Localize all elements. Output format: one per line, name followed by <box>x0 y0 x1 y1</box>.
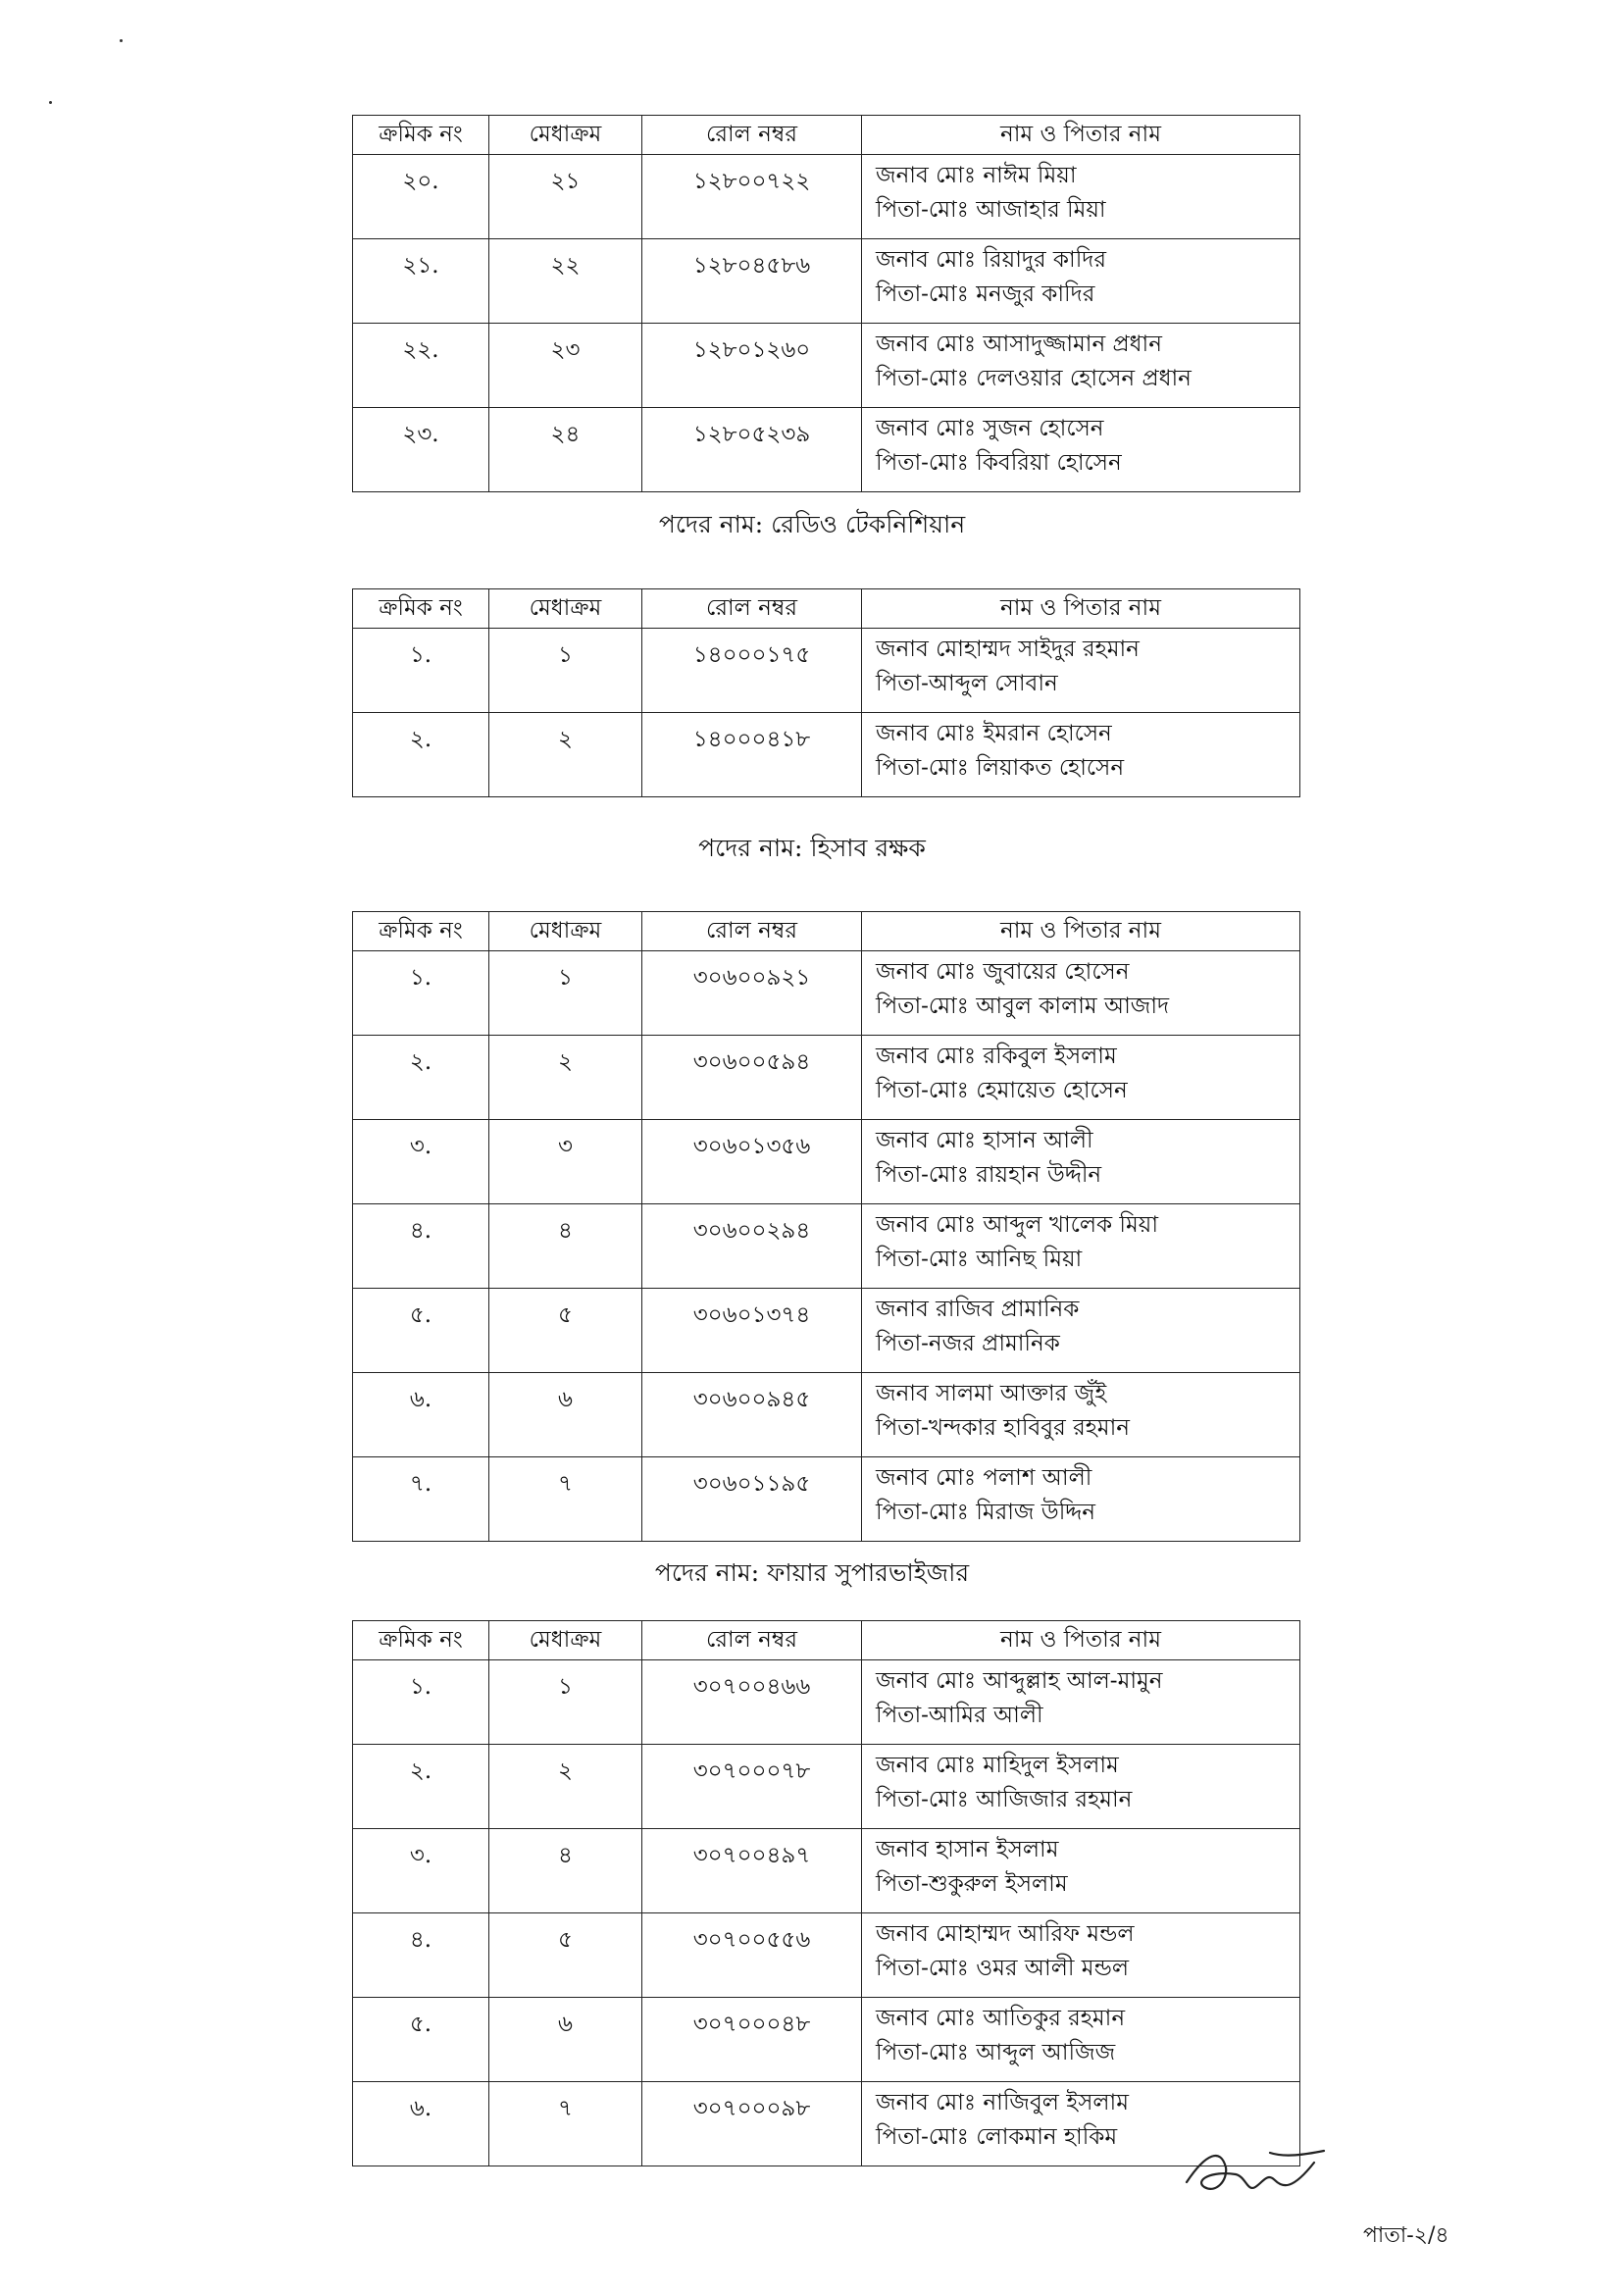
header-name: নাম ও পিতার নাম <box>862 116 1300 155</box>
serial-cell: ১. <box>353 1660 489 1745</box>
father-name: পিতা-মোঃ মিরাজ উদ্দিন <box>876 1500 1096 1525</box>
table-header-row <box>353 589 1300 629</box>
name-cell <box>862 324 1300 408</box>
name-cell <box>862 1829 1300 1913</box>
merit-cell: ৩ <box>489 1120 642 1204</box>
father-name: পিতা-মোঃ কিবরিয়া হোসেন <box>876 450 1122 476</box>
merit-cell: ২ <box>489 713 642 797</box>
candidate-name: জনাব মোঃ সুজন হোসেন <box>876 416 1104 441</box>
merit-cell: ২২ <box>489 239 642 324</box>
table-row <box>353 1660 1300 1745</box>
candidate-name: জনাব মোঃ নাজিবুল ইসলাম <box>876 2090 1129 2115</box>
serial-cell: ১. <box>353 629 489 713</box>
merit-cell: ১ <box>489 629 642 713</box>
father-name: পিতা-মোঃ আজিজার রহমান <box>876 1787 1133 1812</box>
merit-cell: ২৩ <box>489 324 642 408</box>
name-cell <box>862 1998 1300 2082</box>
table-row <box>353 2082 1300 2166</box>
name-cell <box>862 629 1300 713</box>
merit-cell: ১ <box>489 951 642 1036</box>
results-table-radio-technician <box>352 588 1300 797</box>
serial-cell: ৩. <box>353 1829 489 1913</box>
header-name: নাম ও পিতার নাম <box>862 912 1300 951</box>
table-row <box>353 1913 1300 1998</box>
header-merit: মেধাক্রম <box>489 912 642 951</box>
name-cell <box>862 1373 1300 1457</box>
candidate-name: জনাব মোঃ মাহিদুল ইসলাম <box>876 1753 1119 1778</box>
name-cell <box>862 951 1300 1036</box>
candidate-name: জনাব সালমা আক্তার জুঁই <box>876 1381 1107 1406</box>
header-serial: ক্রমিক নং <box>353 1621 489 1660</box>
name-cell <box>862 1036 1300 1120</box>
serial-cell: ২. <box>353 713 489 797</box>
candidate-name: জনাব মোঃ রিয়াদুর কাদির <box>876 247 1107 273</box>
table-row <box>353 713 1300 797</box>
header-serial: ক্রমিক নং <box>353 116 489 155</box>
father-name: পিতা-মোঃ আব্দুল আজিজ <box>876 2040 1116 2065</box>
roll-cell: ৩০৬০১৩৫৬ <box>642 1120 862 1204</box>
roll-cell: ১৪০০০৪১৮ <box>642 713 862 797</box>
serial-cell: ২০. <box>353 155 489 239</box>
father-name: পিতা-শুকুরুল ইসলাম <box>876 1871 1068 1897</box>
serial-cell: ২. <box>353 1036 489 1120</box>
candidate-name: জনাব মোঃ জুবায়ের হোসেন <box>876 959 1130 985</box>
serial-cell: ৬. <box>353 2082 489 2166</box>
header-roll: রোল নম্বর <box>642 1621 862 1660</box>
merit-cell: ৪ <box>489 1829 642 1913</box>
name-cell <box>862 1204 1300 1289</box>
table-row <box>353 1829 1300 1913</box>
merit-cell: ৬ <box>489 1373 642 1457</box>
header-roll: রোল নম্বর <box>642 116 862 155</box>
merit-cell: ৭ <box>489 1457 642 1542</box>
merit-cell: ১ <box>489 1660 642 1745</box>
merit-cell: ৫ <box>489 1289 642 1373</box>
father-name: পিতা-মোঃ আনিছ মিয়া <box>876 1247 1083 1272</box>
candidate-name: জনাব মোঃ পলাশ আলী <box>876 1465 1092 1491</box>
scan-speck <box>120 39 123 42</box>
father-name: পিতা-মোঃ লোকমান হাকিম <box>876 2124 1118 2150</box>
roll-cell: ১২৮০০৭২২ <box>642 155 862 239</box>
roll-cell: ৩০৬০০৯২১ <box>642 951 862 1036</box>
signature-image <box>1177 2133 1334 2212</box>
serial-cell: ৬. <box>353 1373 489 1457</box>
name-cell <box>862 1120 1300 1204</box>
header-name: নাম ও পিতার নাম <box>862 589 1300 629</box>
table-row <box>353 1204 1300 1289</box>
name-cell <box>862 239 1300 324</box>
table-row <box>353 155 1300 239</box>
roll-cell: ১৪০০০১৭৫ <box>642 629 862 713</box>
header-merit: মেধাক্রম <box>489 589 642 629</box>
roll-cell: ৩০৭০০০৪৮ <box>642 1998 862 2082</box>
table-header-row <box>353 116 1300 155</box>
table-row <box>353 1289 1300 1373</box>
roll-cell: ৩০৬০০৫৯৪ <box>642 1036 862 1120</box>
section-title-accountant: পদের নাম: হিসাব রক্ষক <box>698 834 926 862</box>
name-cell <box>862 713 1300 797</box>
header-merit: মেধাক্রম <box>489 1621 642 1660</box>
roll-cell: ৩০৭০০০৭৮ <box>642 1745 862 1829</box>
candidate-name: জনাব মোঃ নাঈম মিয়া <box>876 163 1077 188</box>
header-merit: মেধাক্রম <box>489 116 642 155</box>
table-row <box>353 239 1300 324</box>
serial-cell: ২. <box>353 1745 489 1829</box>
header-roll: রোল নম্বর <box>642 589 862 629</box>
father-name: পিতা-মোঃ আজাহার মিয়া <box>876 197 1106 223</box>
serial-cell: ৪. <box>353 1913 489 1998</box>
roll-cell: ১২৮০৪৫৮৬ <box>642 239 862 324</box>
candidate-name: জনাব হাসান ইসলাম <box>876 1837 1059 1862</box>
father-name: পিতা-খন্দকার হাবিবুর রহমান <box>876 1415 1130 1441</box>
table-row <box>353 408 1300 492</box>
name-cell <box>862 1913 1300 1998</box>
merit-cell: ৫ <box>489 1913 642 1998</box>
candidate-name: জনাব মোঃ আতিকুর রহমান <box>876 2006 1126 2031</box>
father-name: পিতা-আব্দুল সোবান <box>876 671 1058 696</box>
merit-cell: ২৪ <box>489 408 642 492</box>
name-cell <box>862 155 1300 239</box>
merit-cell: ৭ <box>489 2082 642 2166</box>
father-name: পিতা-নজর প্রামানিক <box>876 1331 1060 1356</box>
results-table-accountant <box>352 911 1300 1542</box>
candidate-name: জনাব রাজিব প্রামানিক <box>876 1297 1080 1322</box>
father-name: পিতা-মোঃ আবুল কালাম আজাদ <box>876 994 1170 1019</box>
roll-cell: ৩০৭০০৫৫৬ <box>642 1913 862 1998</box>
name-cell <box>862 1745 1300 1829</box>
table-row <box>353 629 1300 713</box>
scan-speck <box>49 101 52 104</box>
serial-cell: ২৩. <box>353 408 489 492</box>
results-table-fire-supervisor <box>352 1620 1300 2166</box>
table-row <box>353 1036 1300 1120</box>
table-row <box>353 1745 1300 1829</box>
candidate-name: জনাব মোঃ হাসান আলী <box>876 1128 1093 1153</box>
serial-cell: ২১. <box>353 239 489 324</box>
candidate-name: জনাব মোঃ রকিবুল ইসলাম <box>876 1044 1117 1069</box>
candidate-name: জনাব মোঃ আব্দুল খালেক মিয়া <box>876 1212 1158 1238</box>
candidate-name: জনাব মোহাম্মদ আরিফ মন্ডল <box>876 1921 1135 1947</box>
table-header-row <box>353 912 1300 951</box>
name-cell <box>862 1457 1300 1542</box>
candidate-name: জনাব মোঃ আসাদুজ্জামান প্রধান <box>876 331 1162 357</box>
name-cell <box>862 1660 1300 1745</box>
serial-cell: ৭. <box>353 1457 489 1542</box>
results-table-continued <box>352 115 1300 492</box>
merit-cell: ২১ <box>489 155 642 239</box>
table-row <box>353 1373 1300 1457</box>
section-title-radio-technician: পদের নাম: রেডিও টেকনিশিয়ান <box>658 510 966 538</box>
father-name: পিতা-মোঃ লিয়াকত হোসেন <box>876 755 1125 781</box>
serial-cell: ২২. <box>353 324 489 408</box>
table-row <box>353 1998 1300 2082</box>
header-serial: ক্রমিক নং <box>353 589 489 629</box>
father-name: পিতা-মোঃ ওমর আলী মন্ডল <box>876 1956 1130 1981</box>
candidate-name: জনাব মোহাম্মদ সাইদুর রহমান <box>876 637 1140 662</box>
serial-cell: ১. <box>353 951 489 1036</box>
table-header-row <box>353 1621 1300 1660</box>
candidate-name: জনাব মোঃ ইমরান হোসেন <box>876 721 1112 746</box>
roll-cell: ১২৮০১২৬০ <box>642 324 862 408</box>
roll-cell: ৩০৭০০৪৬৬ <box>642 1660 862 1745</box>
father-name: পিতা-মোঃ হেমায়েত হোসেন <box>876 1078 1128 1103</box>
page-number: পাতা-২/৪ <box>1363 2223 1449 2248</box>
header-roll: রোল নম্বর <box>642 912 862 951</box>
table-row <box>353 951 1300 1036</box>
name-cell <box>862 408 1300 492</box>
serial-cell: ৪. <box>353 1204 489 1289</box>
roll-cell: ৩০৭০০৪৯৭ <box>642 1829 862 1913</box>
serial-cell: ৫. <box>353 1998 489 2082</box>
merit-cell: ৬ <box>489 1998 642 2082</box>
roll-cell: ৩০৬০১১৯৫ <box>642 1457 862 1542</box>
roll-cell: ১২৮০৫২৩৯ <box>642 408 862 492</box>
header-serial: ক্রমিক নং <box>353 912 489 951</box>
roll-cell: ৩০৭০০০৯৮ <box>642 2082 862 2166</box>
father-name: পিতা-আমির আলী <box>876 1703 1043 1728</box>
name-cell <box>862 1289 1300 1373</box>
serial-cell: ৫. <box>353 1289 489 1373</box>
table-row <box>353 1457 1300 1542</box>
father-name: পিতা-মোঃ দেলওয়ার হোসেন প্রধান <box>876 366 1192 391</box>
roll-cell: ৩০৬০১৩৭৪ <box>642 1289 862 1373</box>
table-row <box>353 324 1300 408</box>
header-name: নাম ও পিতার নাম <box>862 1621 1300 1660</box>
section-title-fire-supervisor: পদের নাম: ফায়ার সুপারভাইজার <box>654 1558 970 1587</box>
father-name: পিতা-মোঃ মনজুর কাদির <box>876 281 1095 307</box>
roll-cell: ৩০৬০০২৯৪ <box>642 1204 862 1289</box>
merit-cell: ২ <box>489 1036 642 1120</box>
merit-cell: ৪ <box>489 1204 642 1289</box>
roll-cell: ৩০৬০০৯৪৫ <box>642 1373 862 1457</box>
merit-cell: ২ <box>489 1745 642 1829</box>
table-row <box>353 1120 1300 1204</box>
candidate-name: জনাব মোঃ আব্দুল্লাহ আল-মামুন <box>876 1668 1163 1694</box>
serial-cell: ৩. <box>353 1120 489 1204</box>
father-name: পিতা-মোঃ রায়হান উদ্দীন <box>876 1162 1102 1188</box>
